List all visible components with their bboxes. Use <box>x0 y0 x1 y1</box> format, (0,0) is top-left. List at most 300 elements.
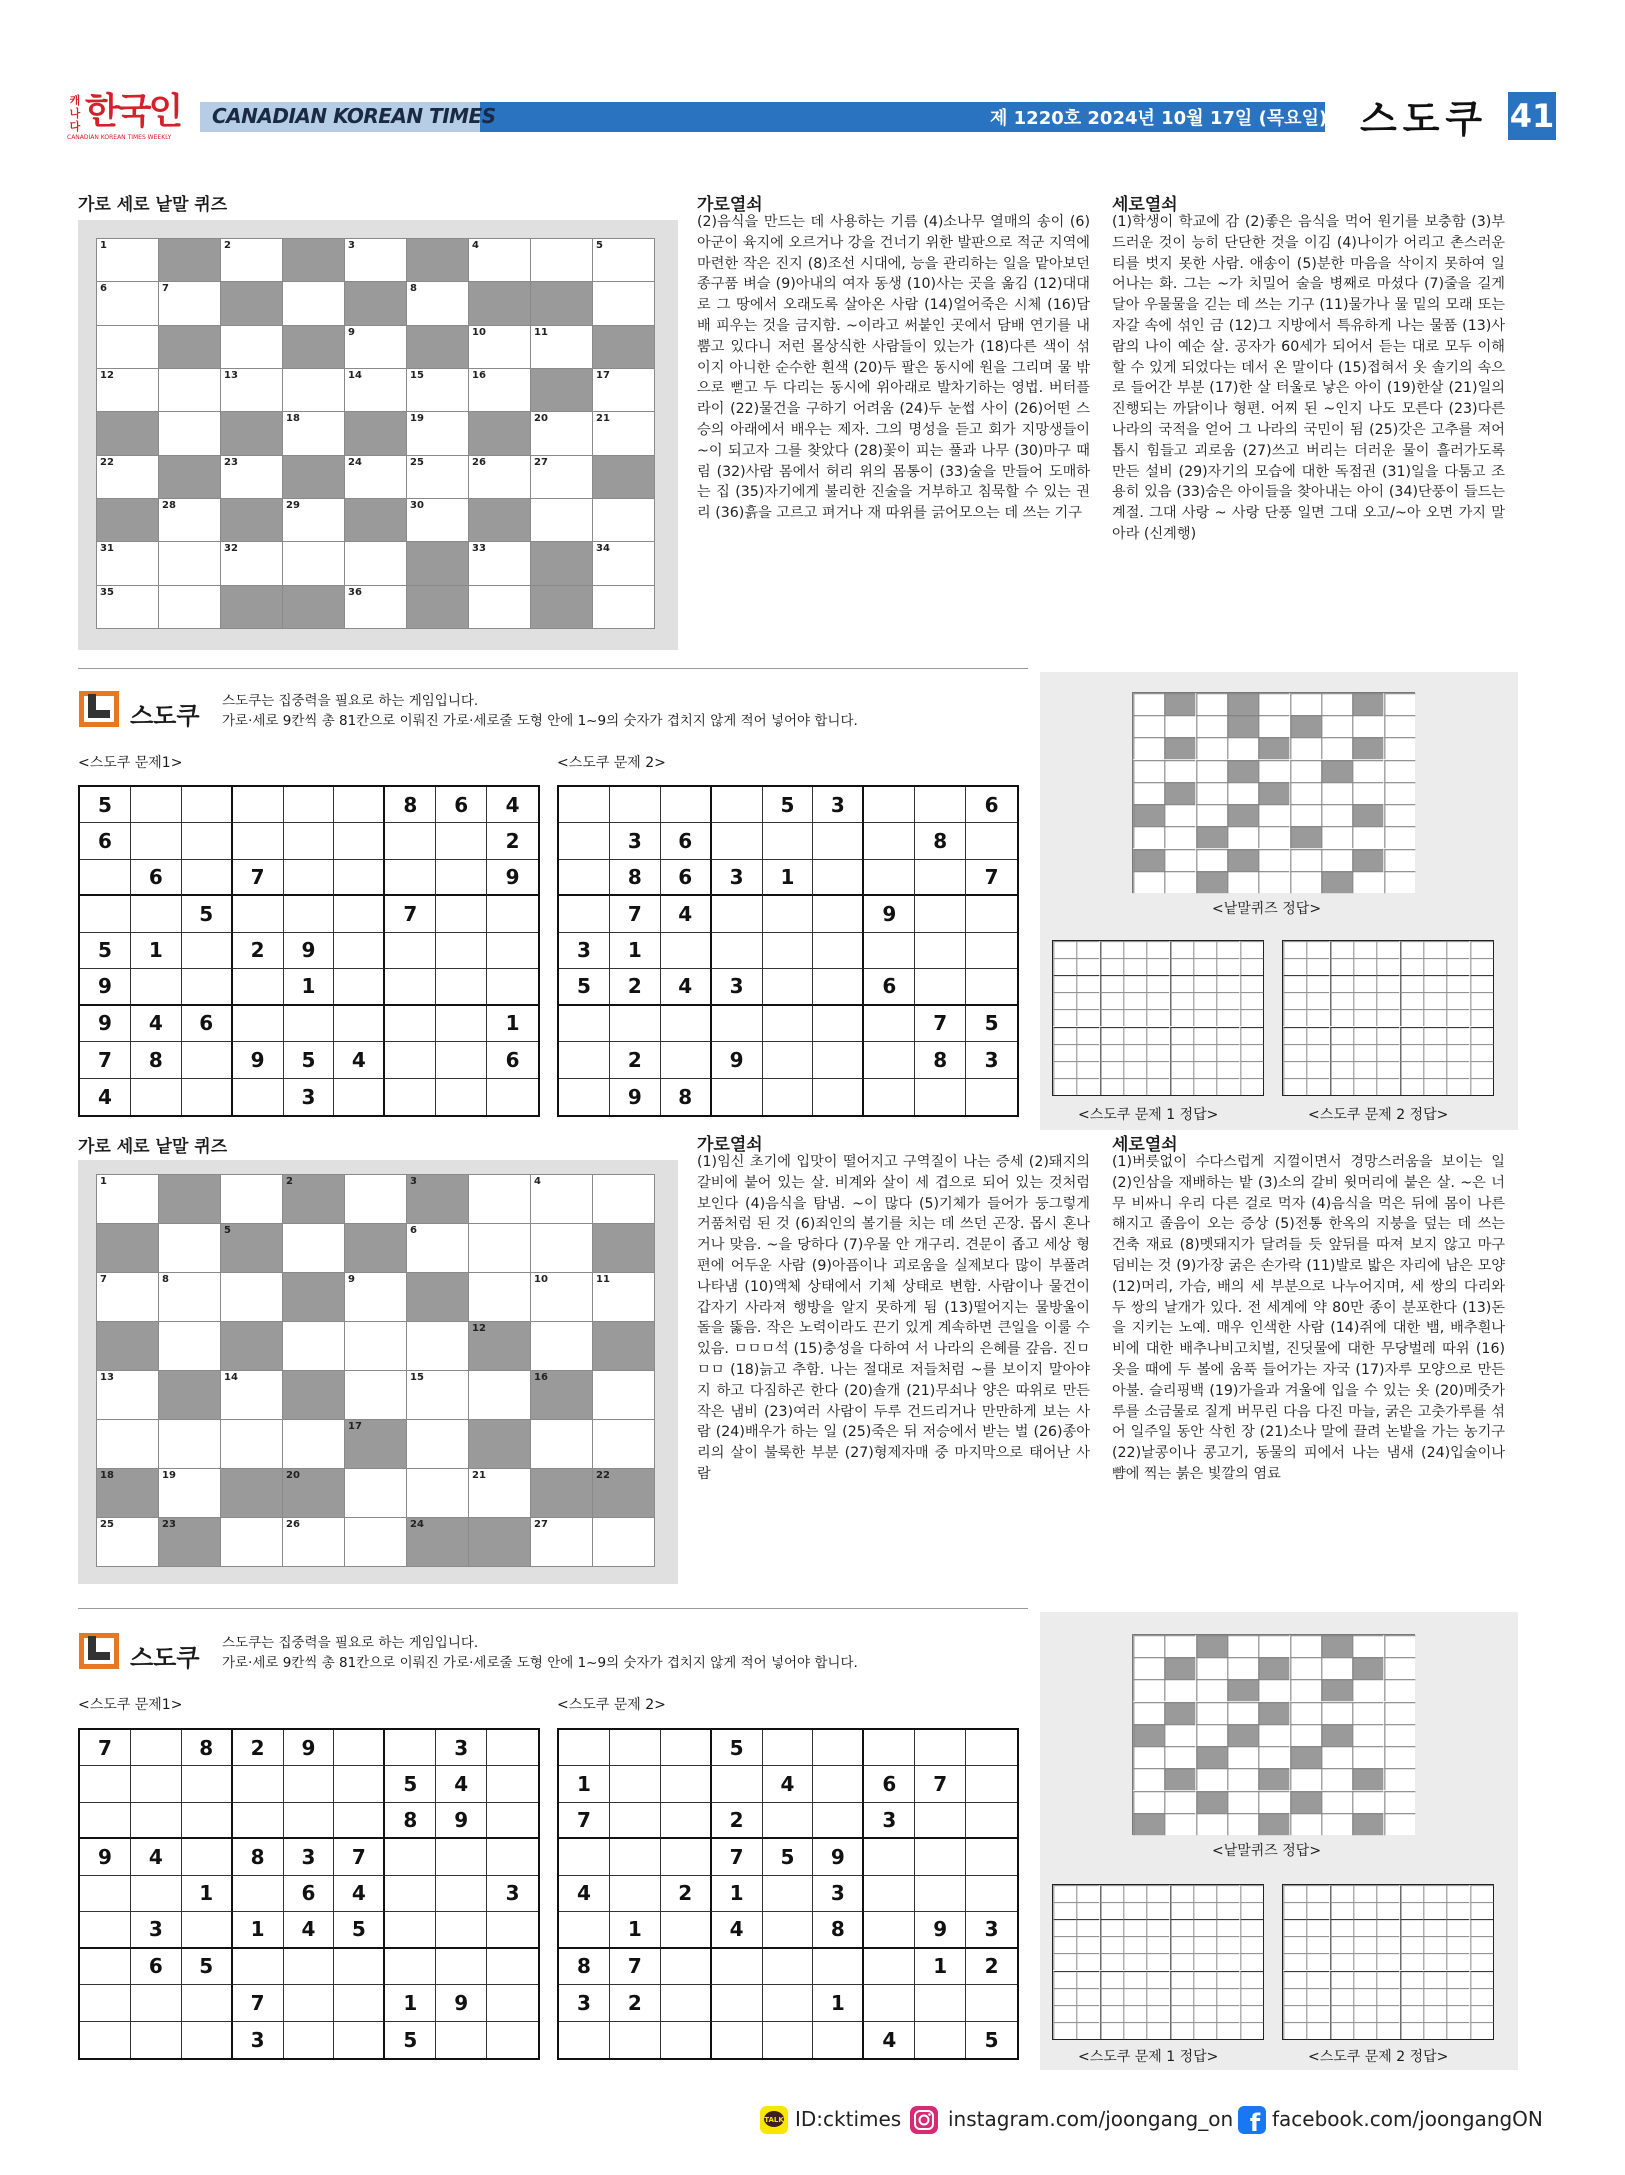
crossword-cell <box>159 1273 221 1322</box>
sudoku-cell <box>610 1839 661 1875</box>
mini-sudoku-cell <box>1076 1061 1099 1078</box>
sudoku-cell <box>559 1006 610 1042</box>
crossword-cell <box>593 282 655 325</box>
crossword-cell <box>407 1518 469 1567</box>
mini-sudoku-cell <box>1123 1919 1146 1936</box>
sudoku-cell <box>284 1949 335 1985</box>
sudoku-cell <box>966 1985 1017 2021</box>
sudoku-cell <box>182 787 233 823</box>
answer-cell <box>1352 1791 1383 1813</box>
sudoku-cell <box>813 1949 864 1985</box>
sudoku-cell: 5 <box>385 2022 436 2058</box>
answer-cell <box>1258 1813 1289 1835</box>
sudoku-cell <box>559 1042 610 1078</box>
crossword-cell <box>221 282 283 325</box>
answer-cell <box>1164 1657 1195 1679</box>
sudoku-cell <box>131 1730 182 1766</box>
crossword-cell <box>97 456 159 499</box>
sudoku-cell <box>661 1839 712 1875</box>
sudoku-cell <box>334 860 385 896</box>
answer-cell <box>1164 1746 1195 1768</box>
answer-cell <box>1227 1791 1258 1813</box>
crossword-clue-number: 33 <box>472 543 486 555</box>
sudoku-cell <box>182 1079 233 1115</box>
sudoku-cell <box>233 1766 284 1802</box>
mini-sudoku-cell <box>1446 1971 1469 1988</box>
crossword-cell <box>221 586 283 629</box>
kakaotalk-icon[interactable] <box>760 2106 788 2134</box>
crossword-cell <box>159 586 221 629</box>
sudoku-cell <box>712 2022 763 2058</box>
sudoku1-puzzle1-grid <box>78 785 540 1117</box>
sudoku-cell: 4 <box>334 1042 385 1078</box>
mini-sudoku-cell <box>1076 992 1099 1009</box>
crossword-cell <box>221 1175 283 1224</box>
mini-sudoku-cell <box>1053 1902 1076 1919</box>
sudoku-cell <box>813 1042 864 1078</box>
mini-sudoku-cell <box>1100 1902 1123 1919</box>
mini-sudoku-cell <box>1193 1027 1216 1044</box>
sudoku-cell: 3 <box>712 969 763 1005</box>
sudoku-cell <box>610 787 661 823</box>
answer-cell <box>1290 1813 1321 1835</box>
mini-sudoku-cell <box>1423 1061 1446 1078</box>
sudoku-cell <box>915 787 966 823</box>
mini-sudoku-cell <box>1470 2022 1493 2039</box>
mini-sudoku-cell <box>1330 1919 1353 1936</box>
mini-sudoku-cell <box>1146 975 1169 992</box>
sudoku-cell <box>559 1730 610 1766</box>
mini-sudoku-cell <box>1123 2022 1146 2039</box>
crossword-cell <box>159 369 221 412</box>
crossword-cell <box>531 326 593 369</box>
sudoku-cell: 9 <box>864 896 915 932</box>
crossword-cell <box>221 499 283 542</box>
crossword-clue-number: 20 <box>534 413 548 425</box>
mini-sudoku-cell <box>1283 1936 1306 1953</box>
mini-sudoku-cell <box>1400 1078 1423 1095</box>
sudoku-cell <box>864 787 915 823</box>
mini-sudoku-cell <box>1216 1009 1239 1026</box>
mini-sudoku-cell <box>1400 992 1423 1009</box>
sudoku-cell: 2 <box>610 969 661 1005</box>
sudoku-cell: 6 <box>436 787 487 823</box>
sudoku-cell: 1 <box>610 933 661 969</box>
mini-sudoku-cell <box>1306 1027 1329 1044</box>
sudoku-cell <box>334 1766 385 1802</box>
sudoku-cell <box>813 933 864 969</box>
sudoku-cell <box>487 1803 538 1839</box>
crossword-cell <box>407 586 469 629</box>
sudoku-cell <box>385 933 436 969</box>
logo-side-text: 캐나다 <box>69 94 81 133</box>
sudoku2-desc-line1: 스도쿠는 집중력을 필요로 하는 게임입니다. <box>222 1635 479 1651</box>
sudoku-cell: 5 <box>334 1912 385 1948</box>
mini-sudoku-cell <box>1330 1061 1353 1078</box>
sudoku-cell <box>334 823 385 859</box>
answer-cell <box>1196 715 1227 737</box>
mini-sudoku-cell <box>1146 1953 1169 1970</box>
sudoku-cell <box>864 860 915 896</box>
mini-sudoku-cell <box>1470 1009 1493 1026</box>
answer-cell <box>1164 760 1195 782</box>
sudoku-cell <box>813 896 864 932</box>
mini-sudoku-cell <box>1146 1919 1169 1936</box>
mini-sudoku-cell <box>1100 958 1123 975</box>
crossword-cell <box>221 1273 283 1322</box>
answer-cell <box>1164 871 1195 893</box>
mini-sudoku-cell <box>1376 1953 1399 1970</box>
sudoku-cell: 8 <box>915 823 966 859</box>
crossword-cell <box>283 1273 345 1322</box>
mini-sudoku-cell <box>1240 1971 1263 1988</box>
mini-sudoku-cell <box>1376 992 1399 1009</box>
sudoku-cell <box>182 860 233 896</box>
sudoku-cell <box>334 933 385 969</box>
mini-sudoku-cell <box>1146 941 1169 958</box>
mini-sudoku-cell <box>1146 1009 1169 1026</box>
sudoku-cell <box>131 823 182 859</box>
sudoku-cell: 1 <box>385 1985 436 2021</box>
answer-cell <box>1290 1679 1321 1701</box>
sudoku-cell <box>334 2022 385 2058</box>
crossword-cell <box>531 282 593 325</box>
crossword-clue-number: 22 <box>100 456 114 468</box>
answer-cell <box>1258 715 1289 737</box>
sudoku-cell <box>233 1949 284 1985</box>
sudoku-cell <box>610 1803 661 1839</box>
answer-cell <box>1352 737 1383 759</box>
sudoku-cell: 4 <box>436 1766 487 1802</box>
answer-cell <box>1321 826 1352 848</box>
sudoku-cell <box>915 933 966 969</box>
mini-sudoku-cell <box>1170 2005 1193 2022</box>
sudoku-cell: 8 <box>610 860 661 896</box>
answer-cell <box>1133 1813 1164 1835</box>
mini-sudoku-cell <box>1376 975 1399 992</box>
crossword-clue-number: 1 <box>100 1176 107 1187</box>
crossword-clue-number: 11 <box>534 326 548 338</box>
crossword-cell <box>407 369 469 412</box>
crossword-clue-number: 3 <box>348 240 355 251</box>
mini-sudoku-cell <box>1193 958 1216 975</box>
sudoku-cell <box>284 2022 335 2058</box>
answer-cell <box>1352 1657 1383 1679</box>
mini-sudoku-cell <box>1100 1009 1123 1026</box>
sudoku-cell <box>966 896 1017 932</box>
mini-sudoku-cell <box>1306 2005 1329 2022</box>
mini-sudoku-cell <box>1400 1885 1423 1902</box>
answer-cell <box>1164 1813 1195 1835</box>
mini-sudoku-cell <box>1283 2022 1306 2039</box>
sudoku-cell <box>233 1079 284 1115</box>
sudoku-cell <box>559 1079 610 1115</box>
answer-cell <box>1196 1635 1227 1657</box>
newspaper-logo <box>65 90 190 146</box>
answer-cell <box>1290 760 1321 782</box>
mini-sudoku-cell <box>1216 2005 1239 2022</box>
sudoku-cell <box>966 1766 1017 1802</box>
mini-sudoku-cell <box>1330 1936 1353 1953</box>
crossword-cell <box>283 1175 345 1224</box>
crossword-cell <box>593 1175 655 1224</box>
mini-sudoku-cell <box>1240 1044 1263 1061</box>
answer-cell <box>1321 804 1352 826</box>
crossword-cell <box>469 499 531 542</box>
crossword-cell <box>221 1518 283 1567</box>
sudoku-cell <box>80 2022 131 2058</box>
sudoku-cell: 1 <box>284 969 335 1005</box>
sudoku1-desc-line2: 가로·세로 9칸씩 총 81칸으로 이뤄진 가로·세로줄 도형 안에 1~9의 숫자가 겹치지 않게 적어 넣어야 합니다. <box>222 713 858 729</box>
sudoku-cell: 4 <box>712 1912 763 1948</box>
answer-cell <box>1133 1768 1164 1790</box>
mini-sudoku-cell <box>1170 1988 1193 2005</box>
mini-sudoku-cell <box>1100 1061 1123 1078</box>
answer-cell <box>1321 1635 1352 1657</box>
answer-cell <box>1133 1702 1164 1724</box>
sudoku-cell <box>763 1876 814 1912</box>
mini-sudoku-cell <box>1400 1027 1423 1044</box>
sudoku-cell <box>661 1042 712 1078</box>
mini-sudoku-cell <box>1170 1009 1193 1026</box>
instagram-link[interactable]: instagram.com/joongang_on <box>948 2107 1234 2131</box>
sudoku-cell <box>864 1730 915 1766</box>
mini-sudoku-cell <box>1446 958 1469 975</box>
crossword-cell <box>469 1273 531 1322</box>
mini-sudoku-cell <box>1470 1902 1493 1919</box>
mini-sudoku-cell <box>1193 1061 1216 1078</box>
sudoku-cell: 7 <box>334 1839 385 1875</box>
sudoku-cell: 9 <box>610 1079 661 1115</box>
sudoku-cell <box>182 1985 233 2021</box>
sudoku-cell <box>80 1876 131 1912</box>
crossword-cell <box>469 412 531 455</box>
mini-sudoku-cell <box>1330 1971 1353 1988</box>
answer-cell <box>1352 1768 1383 1790</box>
answer-cell <box>1196 1768 1227 1790</box>
facebook-link[interactable]: facebook.com/joongangON <box>1272 2107 1543 2131</box>
sudoku-cell <box>864 1006 915 1042</box>
answer-cell <box>1227 1724 1258 1746</box>
mini-sudoku-cell <box>1353 1009 1376 1026</box>
answer-cell <box>1352 804 1383 826</box>
section-divider-2 <box>78 1608 1028 1609</box>
sudoku-cell <box>915 1839 966 1875</box>
facebook-icon[interactable] <box>1238 2106 1266 2134</box>
mini-sudoku-cell <box>1053 1919 1076 1936</box>
mini-sudoku-cell <box>1216 1061 1239 1078</box>
mini-sudoku-cell <box>1400 1061 1423 1078</box>
mini-sudoku-cell <box>1216 1919 1239 1936</box>
mini-sudoku-cell <box>1146 1027 1169 1044</box>
answer-cell <box>1133 715 1164 737</box>
mini-sudoku-cell <box>1053 1027 1076 1044</box>
mini-sudoku-cell <box>1193 1044 1216 1061</box>
mini-sudoku-cell <box>1100 1936 1123 1953</box>
mini-sudoku-cell <box>1446 992 1469 1009</box>
mini-sudoku-cell <box>1100 1885 1123 1902</box>
mini-sudoku-cell <box>1100 1027 1123 1044</box>
mini-sudoku-cell <box>1076 1988 1099 2005</box>
mini-sudoku-cell <box>1100 992 1123 1009</box>
answer-cell <box>1164 1702 1195 1724</box>
crossword-cell <box>221 239 283 282</box>
mini-sudoku-cell <box>1330 1044 1353 1061</box>
mini-sudoku-cell <box>1123 1902 1146 1919</box>
sudoku-cell <box>182 933 233 969</box>
answer-cell <box>1133 1679 1164 1701</box>
sudoku-cell: 7 <box>233 1985 284 2021</box>
sudoku-cell: 6 <box>487 1042 538 1078</box>
sudoku-cell <box>233 1006 284 1042</box>
crossword-cell <box>531 542 593 585</box>
sudoku-cell <box>661 1912 712 1948</box>
answer-cell <box>1258 1768 1289 1790</box>
sudoku2-answer2-label: <스도쿠 문제 2 정답> <box>1308 2049 1449 2065</box>
sudoku-cell <box>763 933 814 969</box>
crossword-cell <box>593 1469 655 1518</box>
crossword-clue-number: 9 <box>348 1274 355 1285</box>
answer-cell <box>1133 1746 1164 1768</box>
mini-sudoku-cell <box>1423 1044 1446 1061</box>
mini-sudoku-cell <box>1400 1936 1423 1953</box>
sudoku-cell <box>131 896 182 932</box>
sudoku-cell: 6 <box>864 1766 915 1802</box>
sudoku-cell: 5 <box>182 896 233 932</box>
answer-cell <box>1133 804 1164 826</box>
mini-sudoku-cell <box>1376 958 1399 975</box>
mini-sudoku-cell <box>1240 1919 1263 1936</box>
page-number: 41 <box>1508 92 1556 140</box>
sudoku-cell: 2 <box>233 1730 284 1766</box>
mini-sudoku-cell <box>1353 1988 1376 2005</box>
mini-sudoku-cell <box>1400 1044 1423 1061</box>
sudoku-cell: 2 <box>712 1803 763 1839</box>
sudoku-cell: 2 <box>610 1985 661 2021</box>
mini-sudoku-cell <box>1306 1919 1329 1936</box>
answer-cell <box>1196 760 1227 782</box>
answer-cell <box>1196 1813 1227 1835</box>
mini-sudoku-cell <box>1146 1936 1169 1953</box>
sudoku-cell <box>284 896 335 932</box>
mini-sudoku-cell <box>1123 941 1146 958</box>
sudoku-cell <box>966 933 1017 969</box>
sudoku-cell: 4 <box>559 1876 610 1912</box>
section-title: 스도쿠 <box>1360 97 1489 141</box>
mini-sudoku-cell <box>1306 1988 1329 2005</box>
answer-cell <box>1352 1679 1383 1701</box>
sudoku-cell <box>284 1766 335 1802</box>
sudoku-cell <box>334 1006 385 1042</box>
answer-cell <box>1227 737 1258 759</box>
crossword-cell <box>469 1420 531 1469</box>
mini-sudoku-cell <box>1193 2005 1216 2022</box>
crossword-cell <box>97 1322 159 1371</box>
sudoku-cell <box>284 1006 335 1042</box>
crossword-cell <box>221 1420 283 1469</box>
mini-sudoku-cell <box>1400 1902 1423 1919</box>
crossword-clue-number: 4 <box>534 1176 541 1187</box>
crossword-cell <box>159 282 221 325</box>
sudoku-cell <box>712 1006 763 1042</box>
instagram-icon[interactable] <box>910 2106 938 2134</box>
answer-cell <box>1258 1657 1289 1679</box>
answer-cell <box>1384 1813 1415 1835</box>
crossword-cell <box>593 499 655 542</box>
mini-sudoku-cell <box>1053 975 1076 992</box>
mini-sudoku-cell <box>1400 958 1423 975</box>
crossword-cell <box>531 456 593 499</box>
mini-sudoku-cell <box>1076 2022 1099 2039</box>
crossword-cell <box>97 239 159 282</box>
sudoku-cell <box>436 823 487 859</box>
crossword-clue-number: 15 <box>410 369 424 381</box>
logo-main-text: 한국인 <box>85 91 181 132</box>
sudoku-cell: 7 <box>80 1042 131 1078</box>
mini-sudoku-cell <box>1376 1885 1399 1902</box>
mini-sudoku-cell <box>1376 1902 1399 1919</box>
sudoku1-puzzle2-label: <스도쿠 문제 2> <box>557 755 666 771</box>
mini-sudoku-cell <box>1376 1078 1399 1095</box>
mini-sudoku-cell <box>1306 1061 1329 1078</box>
crossword-cell <box>469 282 531 325</box>
answer-cell <box>1133 693 1164 715</box>
crossword-cell <box>283 1420 345 1469</box>
mini-sudoku-cell <box>1123 1044 1146 1061</box>
sudoku-cell: 4 <box>661 896 712 932</box>
mini-sudoku-cell <box>1330 958 1353 975</box>
crossword-cell <box>97 326 159 369</box>
answer-cell <box>1196 782 1227 804</box>
crossword-cell <box>97 282 159 325</box>
answer-cell <box>1196 1657 1227 1679</box>
sudoku-cell <box>80 1766 131 1802</box>
sudoku-cell: 3 <box>813 787 864 823</box>
sudoku-cell <box>436 2022 487 2058</box>
answer-cell <box>1227 1635 1258 1657</box>
crossword-cell <box>407 1469 469 1518</box>
sudoku-cell <box>661 1006 712 1042</box>
crossword-cell <box>593 412 655 455</box>
mini-sudoku-cell <box>1076 1971 1099 1988</box>
crossword-cell <box>283 499 345 542</box>
answer-cell <box>1290 1657 1321 1679</box>
answer-cell <box>1196 693 1227 715</box>
mini-sudoku-cell <box>1146 1885 1169 1902</box>
sudoku-cell: 1 <box>559 1766 610 1802</box>
issue-info: 제 1220호 2024년 10월 17일 (목요일) <box>990 108 1328 129</box>
crossword-cell <box>345 1322 407 1371</box>
mini-sudoku-cell <box>1216 1078 1239 1095</box>
sudoku-cell <box>610 1006 661 1042</box>
answer-cell <box>1133 849 1164 871</box>
kakao-id-text[interactable]: ID:cktimes <box>795 2107 902 2131</box>
answer-cell <box>1321 693 1352 715</box>
mini-sudoku-cell <box>1353 1885 1376 1902</box>
mini-sudoku-cell <box>1446 1885 1469 1902</box>
mini-sudoku-cell <box>1076 958 1099 975</box>
crossword-clue-number: 11 <box>596 1274 610 1285</box>
sudoku-cell <box>233 896 284 932</box>
section-divider <box>78 668 1028 669</box>
mini-sudoku-cell <box>1423 975 1446 992</box>
sudoku-cell: 7 <box>559 1803 610 1839</box>
crossword-cell <box>283 326 345 369</box>
mini-sudoku-cell <box>1400 1919 1423 1936</box>
sudoku-cell <box>80 1912 131 1948</box>
mini-sudoku-cell <box>1330 1009 1353 1026</box>
crossword-cell <box>159 239 221 282</box>
